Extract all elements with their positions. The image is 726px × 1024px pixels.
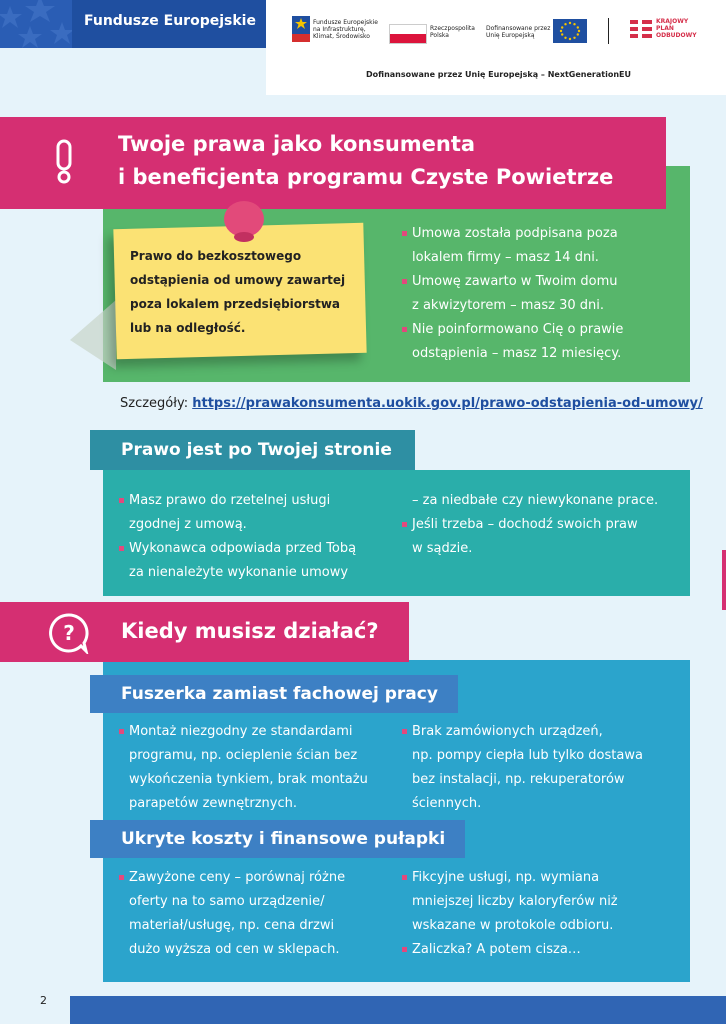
cofinanced-text: Dofinansowane przez Unię Europejską – NextGenerationEU bbox=[366, 70, 631, 79]
list-item: Wykonawca odpowiada przed Tobą bbox=[119, 537, 394, 561]
list-item-cont: mniejszej liczby kaloryferów niż bbox=[412, 894, 618, 909]
details-link[interactable]: https://prawakonsumenta.uokik.gov.pl/prawo-odstapienia-od-umowy/ bbox=[192, 396, 703, 411]
list-item: Jeśli trzeba – dochodź swoich praw bbox=[402, 513, 687, 537]
pushpin-base bbox=[234, 232, 254, 242]
eu-logo-line2: Unię Europejską bbox=[486, 32, 535, 39]
fundusze-europejskie-title: Fundusze Europejskie bbox=[84, 13, 256, 29]
kpo-logo-icon bbox=[630, 18, 652, 42]
logo-divider bbox=[608, 18, 609, 44]
question-bubble-icon bbox=[48, 612, 90, 658]
page-number: 2 bbox=[40, 994, 47, 1007]
list-item: Fikcyjne usługi, np. wymiana bbox=[402, 866, 687, 890]
sub2-title: Ukryte koszty i finansowe pułapki bbox=[121, 829, 446, 849]
section1-title-line1: Twoje prawa jako konsumenta bbox=[118, 132, 476, 156]
list-item-cont: parapetów zewnętrznych. bbox=[129, 796, 298, 811]
list-item-cont: z akwizytorem – masz 30 dni. bbox=[412, 298, 605, 313]
section3-title: Kiedy musisz działać? bbox=[121, 619, 379, 643]
edge-marker bbox=[722, 550, 726, 610]
kpo-logo-line1: KRAJOWY bbox=[656, 18, 689, 25]
sticky-note-text bbox=[130, 244, 360, 340]
list-item: Umowę zawarto w Twoim domu bbox=[402, 270, 687, 294]
list-item-cont: lokalem firmy – masz 14 dni. bbox=[412, 250, 599, 265]
list-item-cont: np. pompy ciepła lub tylko dostawa bbox=[412, 748, 643, 763]
list-item-cont: oferty na to samo urządzenie/ bbox=[129, 894, 325, 909]
list-item-cont: dużo wyższa od cen w sklepach. bbox=[129, 942, 340, 957]
list-item-cont: wykończenia tynkiem, brak montażu bbox=[129, 772, 368, 787]
ministry-logo-line3: Klimat, Środowisko bbox=[313, 33, 370, 40]
kpo-logo-line3: ODBUDOWY bbox=[656, 32, 697, 39]
list-item: Nie poinformowano Cię o prawie bbox=[402, 318, 687, 342]
sub2-col2 bbox=[402, 866, 687, 962]
section2-col2 bbox=[402, 489, 687, 561]
list-item-cont: ściennych. bbox=[412, 796, 482, 811]
note-line: poza lokalem przedsiębiorstwa bbox=[130, 297, 341, 311]
section1-bullet-list bbox=[402, 222, 687, 366]
list-item-cont: w sądzie. bbox=[412, 541, 473, 556]
section2-col1 bbox=[119, 489, 394, 585]
exclamation-icon bbox=[52, 137, 76, 189]
eu-stars-decoration bbox=[0, 0, 72, 48]
list-item: Umowa została podpisana poza bbox=[402, 222, 687, 246]
poland-logo-line1: Rzeczpospolita bbox=[430, 25, 475, 32]
list-item-cont: za nienależyte wykonanie umowy bbox=[129, 565, 349, 580]
note-line: lub na odległość. bbox=[130, 321, 246, 335]
footer-bar bbox=[70, 996, 726, 1024]
ministry-logo-line1: Fundusze Europejskie bbox=[313, 19, 378, 26]
list-item: Brak zamówionych urządzeń, bbox=[402, 720, 687, 744]
poland-flag-icon bbox=[389, 24, 427, 44]
list-item-cont: odstąpienia – masz 12 miesięcy. bbox=[412, 346, 622, 361]
sub1-col1 bbox=[119, 720, 394, 816]
note-line: Prawo do bezkosztowego bbox=[130, 249, 302, 263]
details-line bbox=[120, 396, 703, 411]
section1-title-line2: i beneficjenta programu Czyste Powietrze bbox=[118, 165, 614, 189]
sub1-col2 bbox=[402, 720, 687, 816]
ministry-logo-line2: na Infrastrukturę, bbox=[313, 26, 366, 33]
details-label: Szczegóły: bbox=[120, 396, 189, 411]
kpo-logo-line2: PLAN bbox=[656, 25, 674, 32]
list-item: Zaliczka? A potem cisza… bbox=[402, 938, 687, 962]
eu-logo-line1: Dofinansowane przez bbox=[486, 25, 551, 32]
section2-title: Prawo jest po Twojej stronie bbox=[121, 440, 392, 460]
list-item-cont: – za niedbałe czy niewykonane prace. bbox=[412, 493, 659, 508]
note-shadow-decoration bbox=[70, 300, 116, 370]
poland-logo-line2: Polska bbox=[430, 32, 449, 39]
list-item: Montaż niezgodny ze standardami bbox=[119, 720, 394, 744]
sub2-col1 bbox=[119, 866, 394, 962]
fe-logo-icon bbox=[292, 16, 310, 42]
svg-text:?: ? bbox=[63, 621, 75, 645]
list-item-cont: wskazane w protokole odbioru. bbox=[412, 918, 614, 933]
list-item-cont: materiał/usługę, np. cena drzwi bbox=[129, 918, 335, 933]
note-line: odstąpienia od umowy zawartej bbox=[130, 273, 346, 287]
sub1-title: Fuszerka zamiast fachowej pracy bbox=[121, 684, 438, 704]
list-item-cont: bez instalacji, np. rekuperatorów bbox=[412, 772, 625, 787]
list-item: Zawyżone ceny – porównaj różne bbox=[119, 866, 394, 890]
list-item-cont: zgodnej z umową. bbox=[129, 517, 247, 532]
eu-flag-icon bbox=[553, 19, 587, 43]
logo-bar bbox=[266, 0, 726, 95]
list-item-cont: programu, np. ocieplenie ścian bez bbox=[129, 748, 358, 763]
list-item: Masz prawo do rzetelnej usługi bbox=[119, 489, 394, 513]
